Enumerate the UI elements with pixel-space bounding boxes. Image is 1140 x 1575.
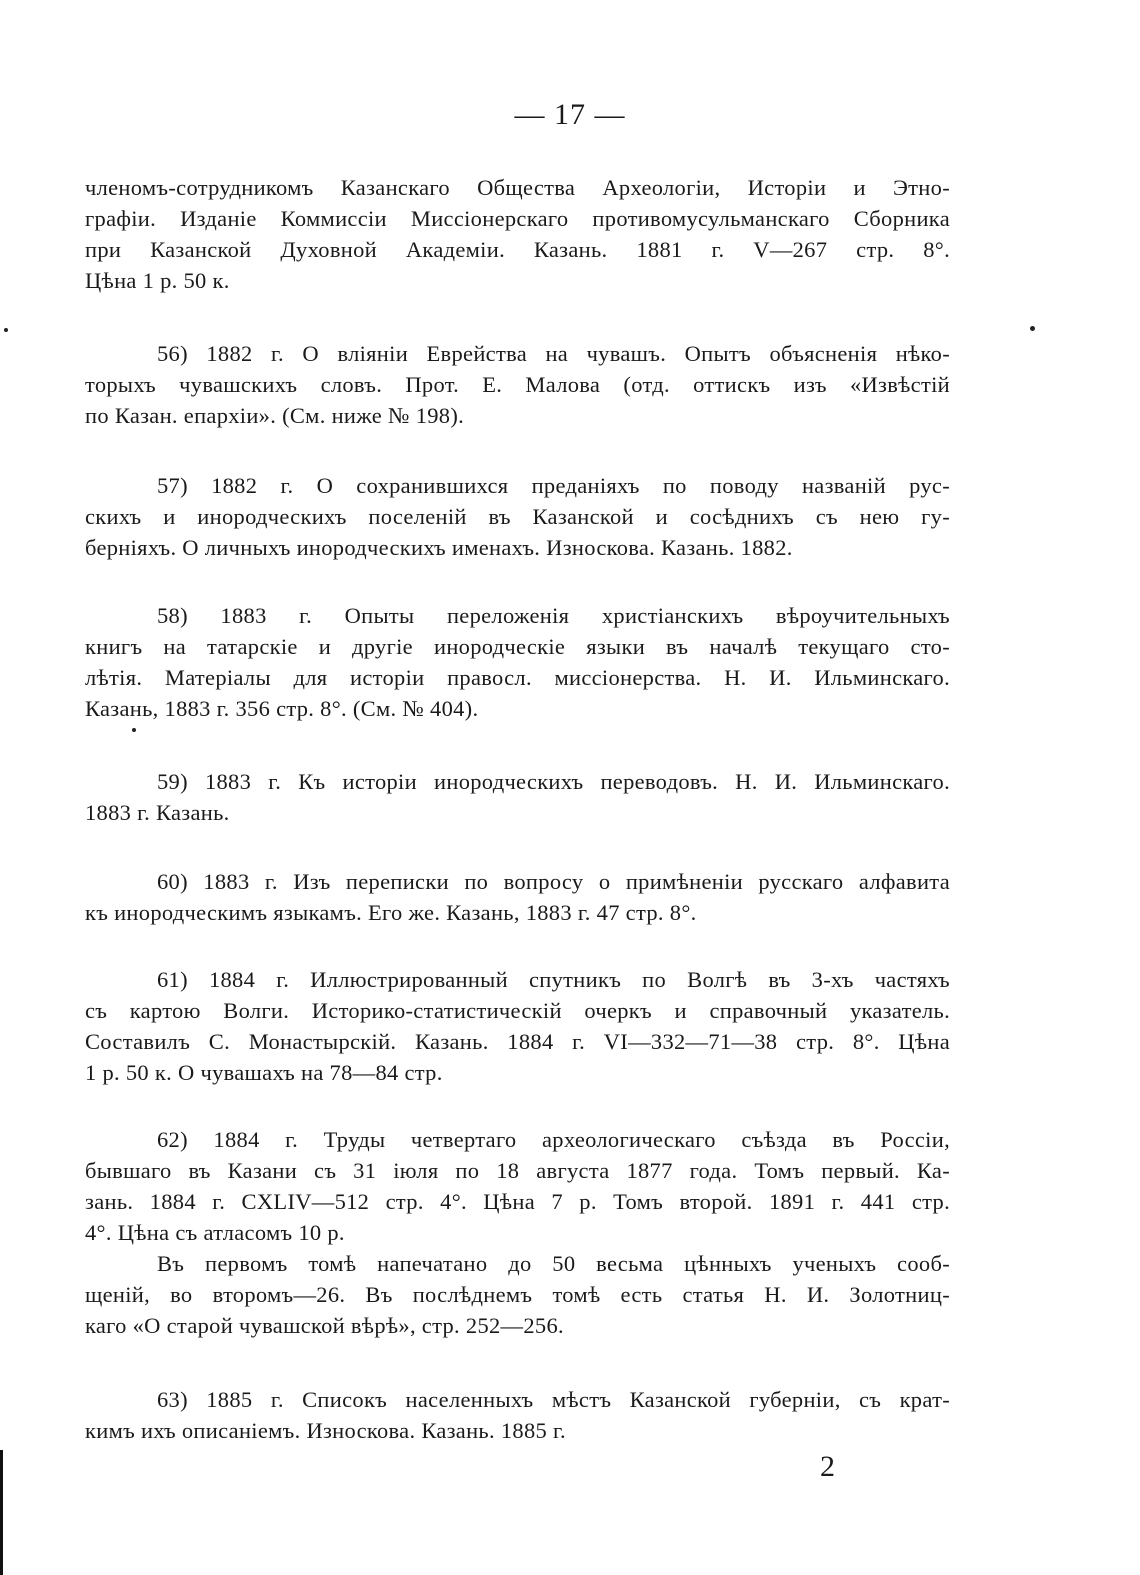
- entry-61: [85, 964, 950, 1088]
- entry-59: [85, 766, 950, 828]
- entry-line: 63) 1885 г. Списокъ населенныхъ мѣстъ Казанской губерніи, съ крат-: [157, 1387, 950, 1412]
- sheet-number: 2: [820, 1450, 835, 1483]
- entry-line: 59) 1883 г. Къ исторіи инородческихъ переводовъ. Н. И. Ильминскаго.: [157, 769, 950, 794]
- page-number: — 17 —: [514, 98, 626, 131]
- entry-line: 57) 1882 г. О сохранившихся преданіяхъ по поводу названій рус-: [157, 473, 950, 498]
- entry-line: Въ первомъ томѣ напечатано до 50 весьма цѣнныхъ ученыхъ сооб-: [157, 1251, 950, 1276]
- entry-57: [85, 470, 950, 563]
- entry-line: 4°. Цѣна съ атласомъ 10 р.: [85, 1220, 345, 1245]
- entry-line: скихъ и инородческихъ поселеній въ Казанской и сосѣднихъ съ нею гу-: [85, 504, 950, 529]
- entry-line: 1883 г. Казань.: [85, 800, 230, 825]
- entry-line: къ инородческимъ языкамъ. Его же. Казань, 1883 г. 47 стр. 8°.: [85, 900, 697, 925]
- entry-line: зань. 1884 г. CXLIV—512 стр. 4°. Цѣна 7 р. Томъ второй. 1891 г. 441 стр.: [85, 1189, 950, 1214]
- scan-speck: [1030, 326, 1035, 331]
- entry-line: каго «О старой чувашской вѣрѣ», стр. 252—256.: [85, 1313, 564, 1338]
- entry-line: 61) 1884 г. Иллюстрированный спутникъ по Волгѣ въ 3-хъ частяхъ: [157, 967, 950, 992]
- entry-line: берніяхъ. О личныхъ инородческихъ именахъ. Износкова. Казань. 1882.: [85, 535, 793, 560]
- scan-speck: [132, 728, 136, 732]
- entry-line: при Казанской Духовной Академіи. Казань. 1881 г. V—267 стр. 8°.: [85, 237, 950, 262]
- entry-continuation: [85, 172, 950, 296]
- entry-line: щеній, во второмъ—26. Въ послѣднемъ томѣ есть статья Н. И. Золотниц-: [85, 1282, 950, 1307]
- entry-line: Цѣна 1 р. 50 к.: [85, 268, 230, 293]
- entry-line: бывшаго въ Казани съ 31 іюля по 18 августа 1877 года. Томъ первый. Ка-: [85, 1158, 950, 1183]
- entry-line: членомъ-сотрудникомъ Казанскаго Общества Археологіи, Исторіи и Этно-: [85, 175, 950, 200]
- entry-line: по Казан. епархіи». (См. ниже № 198).: [85, 403, 465, 428]
- entry-line: торыхъ чувашскихъ словъ. Прот. Е. Малова (отд. оттискъ изъ «Извѣстій: [85, 372, 950, 397]
- entry-line: 58) 1883 г. Опыты переложенія христіанскихъ вѣроучительныхъ: [157, 603, 950, 628]
- scan-edge-line: [0, 1450, 3, 1575]
- entry-62: [85, 1124, 950, 1248]
- entry-line: лѣтія. Матеріалы для исторіи правосл. миссіонерства. Н. И. Ильминскаго.: [85, 665, 950, 690]
- entry-60: [85, 866, 950, 928]
- entry-line: съ картою Волги. Историко-статистическій очеркъ и справочный указатель.: [85, 998, 950, 1023]
- entry-56: [85, 338, 950, 431]
- scan-speck: [4, 328, 8, 332]
- entry-line: Составилъ С. Монастырскій. Казань. 1884 г. VI—332—71—38 стр. 8°. Цѣна: [85, 1029, 950, 1054]
- entry-line: 56) 1882 г. О вліяніи Еврейства на чувашъ. Опытъ объясненія нѣко-: [157, 341, 950, 366]
- entry-line: 1 р. 50 к. О чувашахъ на 78—84 стр.: [85, 1060, 443, 1085]
- entry-line: кимъ ихъ описаніемъ. Износкова. Казань. 1885 г.: [85, 1418, 566, 1443]
- entry-line: 62) 1884 г. Труды четвертаго археологическаго съѣзда въ Россіи,: [157, 1127, 950, 1152]
- entry-63: [85, 1384, 950, 1446]
- entry-58: [85, 600, 950, 724]
- entry-line: графіи. Изданіе Коммиссіи Миссіонерскаго противомусульманскаго Сборника: [85, 206, 950, 231]
- entry-line: книгъ на татарскіе и другіе инородческіе языки въ началѣ текущаго сто-: [85, 634, 950, 659]
- entry-line: Казань, 1883 г. 356 стр. 8°. (См. № 404).: [85, 696, 479, 721]
- entry-62-note: [85, 1248, 950, 1341]
- entry-line: 60) 1883 г. Изъ переписки по вопросу о примѣненіи русскаго алфавита: [157, 869, 950, 894]
